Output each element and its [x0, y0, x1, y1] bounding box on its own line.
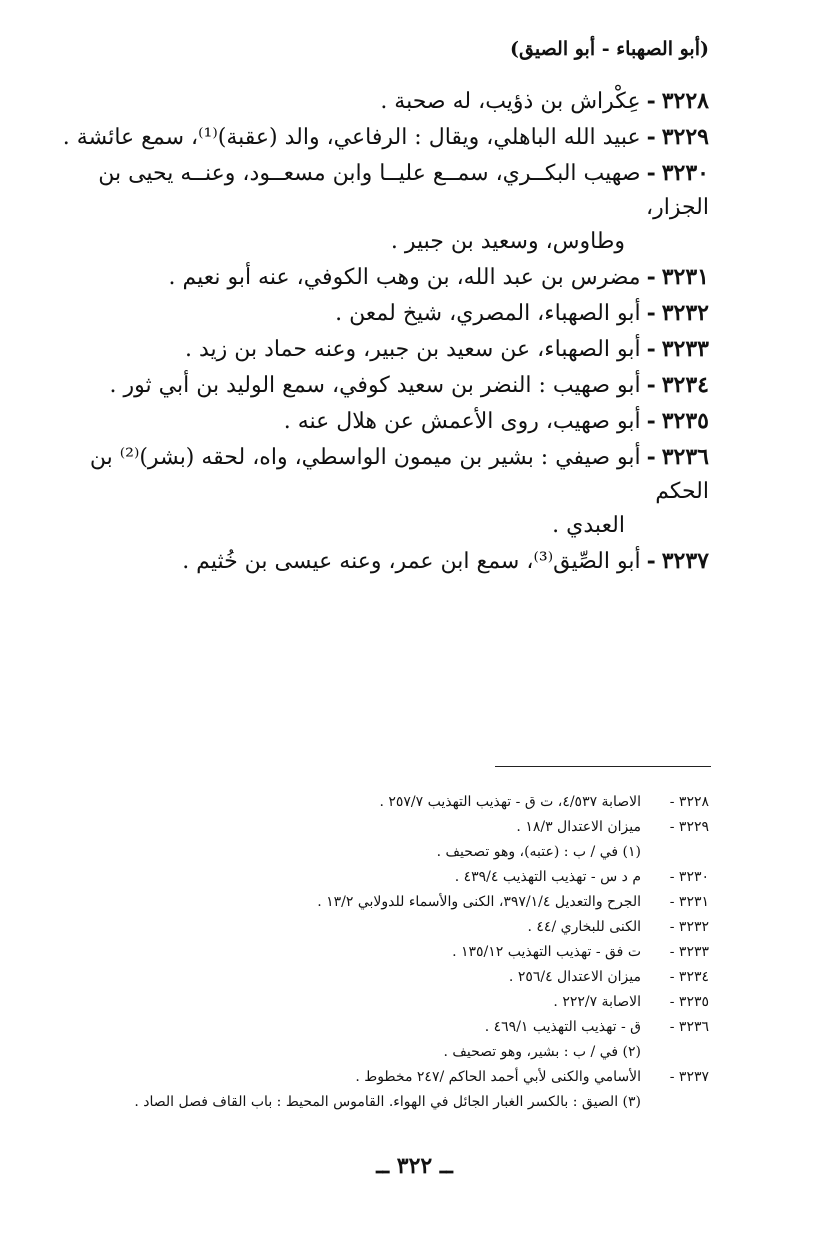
footnote-item — [89, 1015, 709, 1040]
entry-text: عِكْراش بن ذؤيب، له صحبة . — [380, 89, 641, 114]
footnote-number: ٣٢٣٢ - — [669, 919, 709, 935]
entry-3234: ٣٢٣٤-أبو صهيب : النضر بن سعيد كوفي، سمع الوليد بن أبي ثور . — [109, 372, 709, 398]
entry-3237: ٣٢٣٧-أبو الصِّيق⁽³⁾، سمع ابن عمر، وعنه عيسى بن خُثيم . — [182, 548, 709, 574]
entries-list — [59, 84, 709, 580]
footnote-number: ٣٢٣٠ - — [669, 869, 709, 885]
footnote-item — [89, 940, 709, 965]
footnote-text: ميزان الاعتدال ٢٥٦/٤ . — [508, 969, 641, 985]
footnote-item — [89, 790, 709, 815]
footnote-item — [89, 1090, 709, 1115]
footnote-number: ٣٢٣٥ - — [669, 994, 709, 1010]
footnote-text: الجرح والتعديل ٣٩٧/١/٤، الكنى والأسماء للدولابي ١٣/٢ . — [317, 894, 641, 910]
entry-number: ٣٢٣٠ — [661, 160, 709, 186]
footnotes-list — [89, 790, 709, 1115]
entry-number: ٣٢٣٥ — [661, 408, 709, 434]
footnote-text: (١) في / ب : (عتبه)، وهو تصحيف . — [436, 844, 641, 860]
footnote-item — [89, 915, 709, 940]
page-number: ــ ٣٢٢ ــ — [376, 1153, 453, 1179]
entry-text: أبو الصهباء، المصري، شيخ لمعن . — [335, 301, 641, 326]
footnote-text: الكنى للبخاري /٤٤ . — [527, 919, 641, 935]
entry-3233: ٣٢٣٣-أبو الصهباء، عن سعيد بن جبير، وعنه حماد بن زيد . — [184, 336, 709, 362]
footnote-number: ٣٢٢٨ - — [669, 794, 709, 810]
footnote-separator — [495, 766, 711, 767]
footnote-number: ٣٢٣٤ - — [669, 969, 709, 985]
footnote-text: ت فق - تهذيب التهذيب ١٣٥/١٢ . — [452, 944, 641, 960]
footnote-text: ميزان الاعتدال ١٨/٣ . — [516, 819, 641, 835]
footnote-item — [89, 1065, 709, 1090]
footnote-item — [89, 865, 709, 890]
entry-3231: ٣٢٣١-مضرس بن عبد الله، بن وهب الكوفي، عنه أبو نعيم . — [168, 264, 709, 290]
footnote-number: ٣٢٣٧ - — [669, 1069, 709, 1085]
entry-text-line1: صهيب البكــري، سمــع عليــا وابن مسعــود، وعنــه يحيى بن الجزار، — [98, 161, 709, 220]
footnote-number: ٣٢٣٣ - — [669, 944, 709, 960]
entry-3232: ٣٢٣٢-أبو الصهباء، المصري، شيخ لمعن . — [335, 300, 709, 326]
footnote-text: م د س - تهذيب التهذيب ٤٣٩/٤ . — [454, 869, 641, 885]
running-header: (أبو الصهباء - أبو الصيق) — [510, 38, 709, 60]
entry-3228: ٣٢٢٨-عِكْراش بن ذؤيب، له صحبة . — [380, 88, 709, 114]
entry-number: ٣٢٣٧ — [661, 548, 709, 574]
entry-text-line1: أبو صيفي : بشير بن ميمون الواسطي، واه، لحقه (بشر)⁽²⁾ بن الحكم — [89, 445, 709, 504]
entry-text-line2: وطاوس، وسعيد بن جبير . — [390, 229, 625, 254]
footnote-text: الاصابة ٤/٥٣٧، ت ق - تهذيب التهذيب ٢٥٧/٧ . — [379, 794, 641, 810]
entry-number: ٣٢٢٨ — [661, 88, 709, 114]
entry-text: أبو الصهباء، عن سعيد بن جبير، وعنه حماد بن زيد . — [184, 337, 641, 362]
footnote-text: (٣) الصيق : بالكسر الغبار الجائل في الهواء. القاموس المحيط : باب القاف فصل الصاد . — [134, 1094, 641, 1110]
footnote-item — [89, 840, 709, 865]
entry-number: ٣٢٣٦ — [661, 444, 709, 470]
entry-text: أبو صهيب : النضر بن سعيد كوفي، سمع الوليد بن أبي ثور . — [109, 373, 641, 398]
footnote-number: ٣٢٣١ - — [669, 894, 709, 910]
entry-3236: ٣٢٣٦-أبو صيفي : بشير بن ميمون الواسطي، واه، لحقه (بشر)⁽²⁾ بن الحكم العبدي . — [89, 444, 709, 538]
entry-text: أبو صهيب، روى الأعمش عن هلال عنه . — [283, 409, 641, 434]
entry-3230: ٣٢٣٠-صهيب البكــري، سمــع عليــا وابن مسعــود، وعنــه يحيى بن الجزار، وطاوس، وسعيد بن جبير . — [98, 160, 709, 254]
footnote-number: ٣٢٣٦ - — [669, 1019, 709, 1035]
footnote-number: ٣٢٢٩ - — [669, 819, 709, 835]
entry-number: ٣٢٣٢ — [661, 300, 709, 326]
footnote-item — [89, 890, 709, 915]
entry-number: ٣٢٣٤ — [661, 372, 709, 398]
footnote-text: ق - تهذيب التهذيب ٤٦٩/١ . — [484, 1019, 641, 1035]
entry-text: عبيد الله الباهلي، ويقال : الرفاعي، والد (عقبة)⁽¹⁾، سمع عائشة . — [62, 125, 641, 150]
entry-3229: ٣٢٢٩-عبيد الله الباهلي، ويقال : الرفاعي، والد (عقبة)⁽¹⁾، سمع عائشة . — [62, 124, 709, 150]
entry-text: مضرس بن عبد الله، بن وهب الكوفي، عنه أبو نعيم . — [168, 265, 641, 290]
footnote-text: (٢) في / ب : بشير، وهو تصحيف . — [443, 1044, 641, 1060]
footnote-item — [89, 815, 709, 840]
entry-number: ٣٢٣١ — [661, 264, 709, 290]
footnote-item — [89, 990, 709, 1015]
footnote-item — [89, 965, 709, 990]
entry-number: ٣٢٢٩ — [661, 124, 709, 150]
entry-3235: ٣٢٣٥-أبو صهيب، روى الأعمش عن هلال عنه . — [283, 408, 709, 434]
entry-text: أبو الصِّيق⁽³⁾، سمع ابن عمر، وعنه عيسى بن خُثيم . — [182, 549, 641, 574]
footnote-text: الأسامي والكنى لأبي أحمد الحاكم /٢٤٧ مخطوط . — [355, 1069, 641, 1085]
entry-number: ٣٢٣٣ — [661, 336, 709, 362]
entry-text-line2: العبدي . — [552, 513, 625, 538]
footnote-text: الاصابة ٢٢٢/٧ . — [553, 994, 641, 1010]
footnote-item — [89, 1040, 709, 1065]
